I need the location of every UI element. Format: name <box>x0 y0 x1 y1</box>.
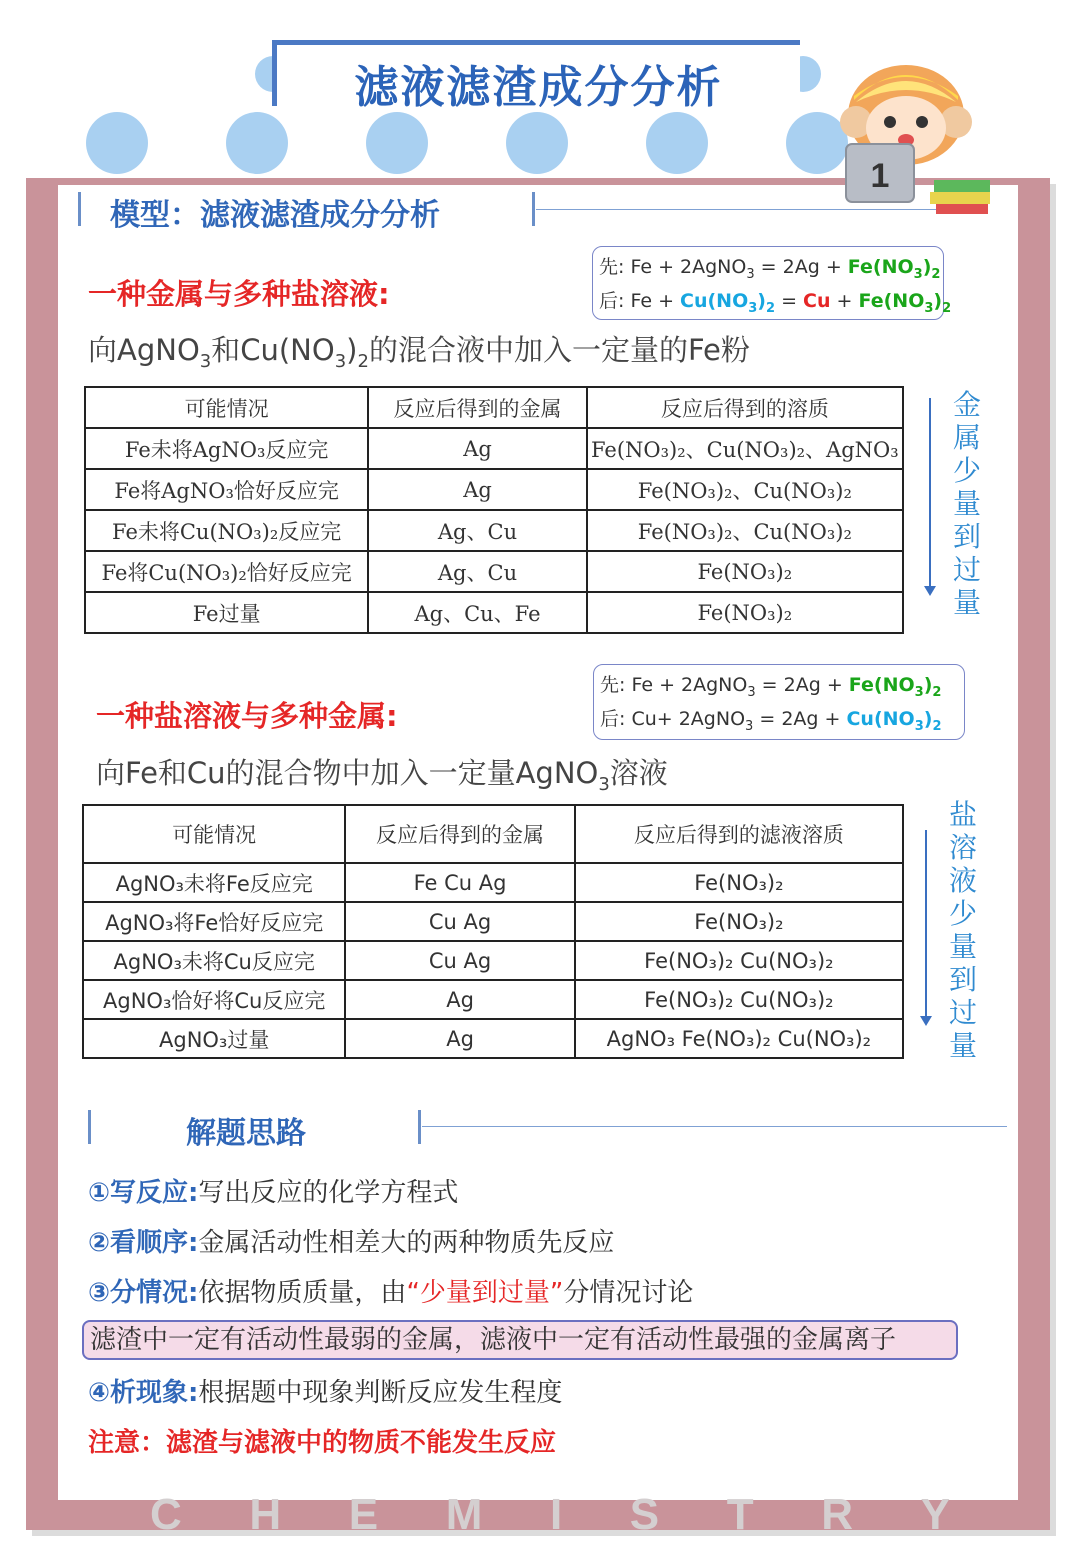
equation-after: 后: Cu+ 2AgNO$_3$ = $2Ag + Cu(NO_3)_2$ <box>600 708 942 734</box>
table-section2 <box>82 804 904 1059</box>
chemistry-watermark: C H E M I S T R Y <box>150 1490 950 1539</box>
table-row: Fe未将AgNO₃反应完 Ag Fe(NO₃)₂、Cu(NO₃)₂、AgNO₃ <box>85 428 903 469</box>
down-arrow-icon <box>929 398 931 588</box>
table-header-row <box>85 387 903 428</box>
page-title: 滤液滤渣成分分析 <box>354 62 723 113</box>
table-header: 可能情况 <box>83 805 345 863</box>
note-text: 注意：滤渣与滤液中的物质不能发生反应 <box>88 1428 557 1458</box>
table-header: 可能情况 <box>85 387 368 428</box>
section1-description: 向AgNO$_3$和$Cu(NO_3)_2$的混合液中加入一定量的Fe粉 <box>88 333 750 372</box>
step-4: ④析现象:根据题中现象判断反应发生程度 <box>88 1378 563 1408</box>
deco-dot <box>506 112 568 174</box>
table-section1 <box>84 386 904 634</box>
side-label-2: 盐 溶 液 少 量 到 过 量 <box>948 798 977 1062</box>
deco-dot <box>226 112 288 174</box>
table-row: AgNO₃将Fe恰好反应完 Cu Ag Fe(NO₃)₂ <box>83 902 903 941</box>
monkey-mascot-icon <box>826 60 1006 220</box>
table-row: Fe过量 Ag、Cu、Fe Fe(NO₃)₂ <box>85 592 903 633</box>
step-3: ③分情况:依据物质质量，由“少量到过量”分情况讨论 <box>88 1278 694 1308</box>
mascot-badge-number: 1 <box>870 157 890 195</box>
equation-first: 先: Fe + 2AgNO$_3$ = $2Ag + Fe(NO_3)_2$ <box>600 674 942 700</box>
equation-first: 先: Fe + 2AgNO$_3$ = $2Ag + Fe(NO_3)_2$ <box>599 256 941 282</box>
deco-dot <box>366 112 428 174</box>
deco-dot <box>646 112 708 174</box>
side-label-1: 金 属 少 量 到 过 量 <box>952 388 981 619</box>
table-row: AgNO₃恰好将Cu反应完 Ag Fe(NO₃)₂ Cu(NO₃)₂ <box>83 980 903 1019</box>
table-header: 反应后得到的金属 <box>368 387 586 428</box>
step-1: ①写反应:写出反应的化学方程式 <box>88 1178 459 1208</box>
step-2: ②看顺序:金属活动性相差大的两种物质先反应 <box>88 1228 615 1258</box>
model-heading: 模型：滤液滤渣成分分析 <box>110 198 440 233</box>
table-row: AgNO₃未将Fe反应完 Fe Cu Ag Fe(NO₃)₂ <box>83 863 903 902</box>
table-header: 反应后得到的溶质 <box>587 387 903 428</box>
table-header: 反应后得到的金属 <box>345 805 574 863</box>
table-row: Fe将AgNO₃恰好反应完 Ag Fe(NO₃)₂、Cu(NO₃)₂ <box>85 469 903 510</box>
table-row: Fe未将Cu(NO₃)₂反应完 Ag、Cu Fe(NO₃)₂、Cu(NO₃)₂ <box>85 510 903 551</box>
table-row: AgNO₃未将Cu反应完 Cu Ag Fe(NO₃)₂ Cu(NO₃)₂ <box>83 941 903 980</box>
key-point-highlight: 滤渣中一定有活动性最弱的金属，滤液中一定有活动性最强的金属离子 <box>82 1320 958 1360</box>
solution-heading: 解题思路 <box>186 1116 306 1151</box>
table-row: AgNO₃过量 Ag AgNO₃ Fe(NO₃)₂ Cu(NO₃)₂ <box>83 1019 903 1058</box>
down-arrow-icon <box>925 830 927 1018</box>
heading-rule <box>422 1126 1007 1127</box>
section2-heading: 一种盐溶液与多种金属: <box>96 699 398 733</box>
heading-bar-right <box>532 192 535 226</box>
heading-bar-left <box>78 192 81 226</box>
equation-box-2 <box>593 664 965 740</box>
table-row: Fe将Cu(NO₃)₂恰好反应完 Ag、Cu Fe(NO₃)₂ <box>85 551 903 592</box>
table-header: 反应后得到的滤液溶质 <box>575 805 903 863</box>
heading-bar-left <box>88 1110 91 1144</box>
heading-rule <box>536 209 936 210</box>
section1-heading: 一种金属与多种盐溶液: <box>88 277 390 311</box>
equation-after: 后: $Fe + Cu(NO_3)_2 = Cu + Fe(NO_3)_2$ <box>599 290 952 316</box>
table-header-row <box>83 805 903 863</box>
section2-description: 向Fe和Cu的混合物中加入一定量AgNO$_3$溶液 <box>96 756 668 795</box>
equation-box-1 <box>592 246 952 320</box>
heading-bar-right <box>418 1110 421 1144</box>
title-box <box>272 40 800 113</box>
deco-dot <box>86 112 148 174</box>
